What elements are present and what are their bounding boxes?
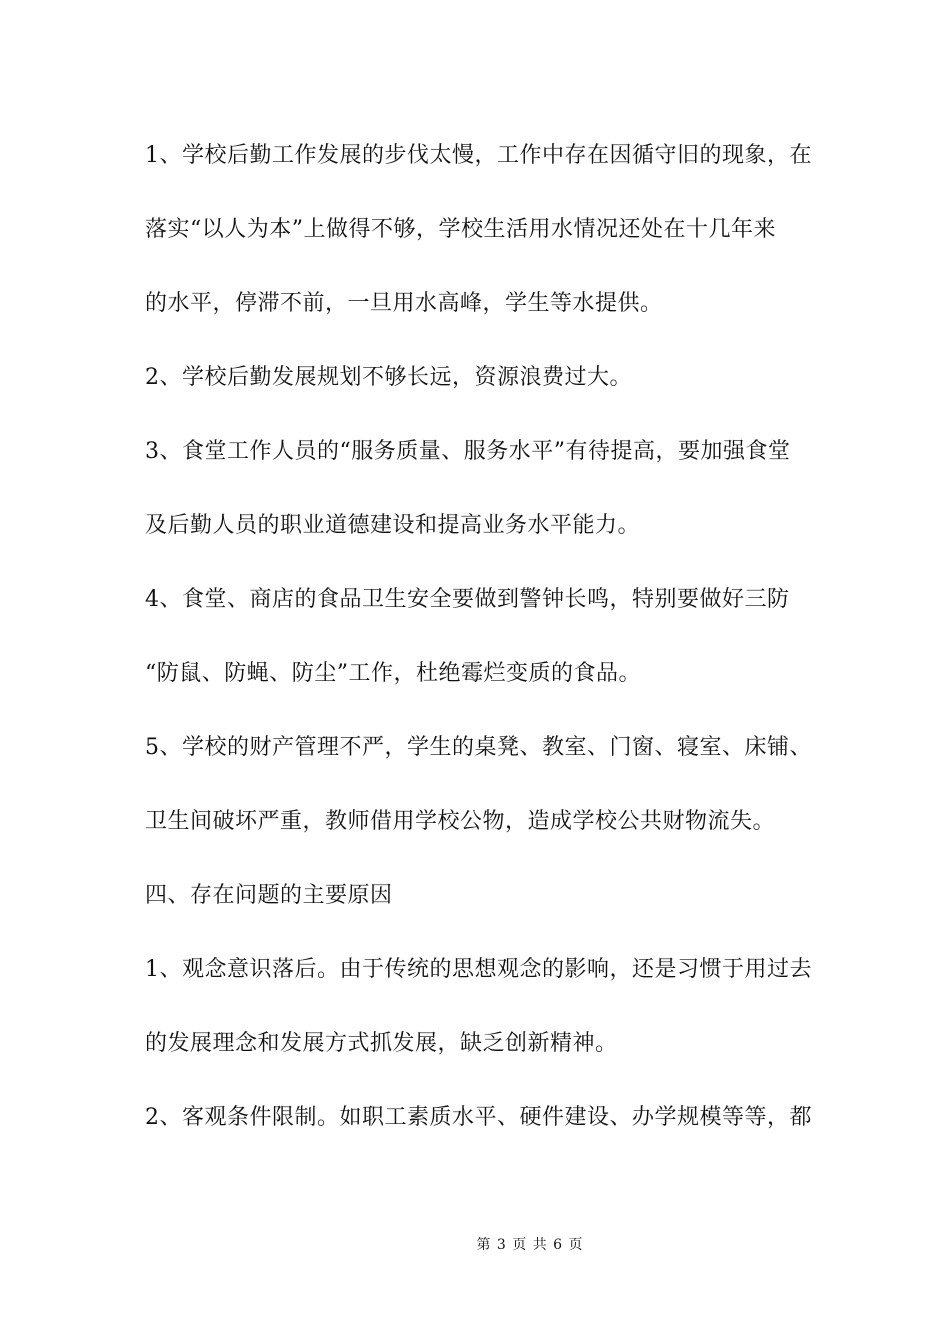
section-heading: 四、存在问题的主要原因 [145,883,393,908]
text-line: 1、观念意识落后。由于传统的思想观念的影响，还是习惯于用过去 [145,957,812,982]
text-line: 2、客观条件限制。如职工素质水平、硬件建设、办学规模等等，都 [145,1105,812,1130]
text-line: 的发展理念和发展方式抓发展，缺乏创新精神。 [145,1031,618,1056]
page-number-footer: 第 3 页 共 6 页 [476,1237,584,1253]
text-line: 3、食堂工作人员的“服务质量、服务水平”有待提高，要加强食堂 [145,439,791,464]
text-line: 卫生间破坏严重，教师借用学校公物，造成学校公共财物流失。 [145,809,776,834]
text-line: 1、学校后勤工作发展的步伐太慢，工作中存在因循守旧的现象，在 [145,143,812,168]
text-line: 2、学校后勤发展规划不够长远，资源浪费过大。 [145,365,632,390]
text-line: 落实“以人为本”上做得不够，学校生活用水情况还处在十几年来 [145,217,776,242]
text-line: 4、食堂、商店的食品卫生安全要做到警钟长鸣，特别要做好三防 [145,587,790,612]
text-line: 5、学校的财产管理不严，学生的桌凳、教室、门窗、寝室、床铺、 [145,735,812,760]
text-line: “防鼠、防蝇、防尘”工作，杜绝霉烂变质的食品。 [145,661,641,686]
text-line: 及后勤人员的职业道德建设和提高业务水平能力。 [145,513,641,538]
text-line: 的水平，停滞不前，一旦用水高峰，学生等水提供。 [145,291,663,316]
